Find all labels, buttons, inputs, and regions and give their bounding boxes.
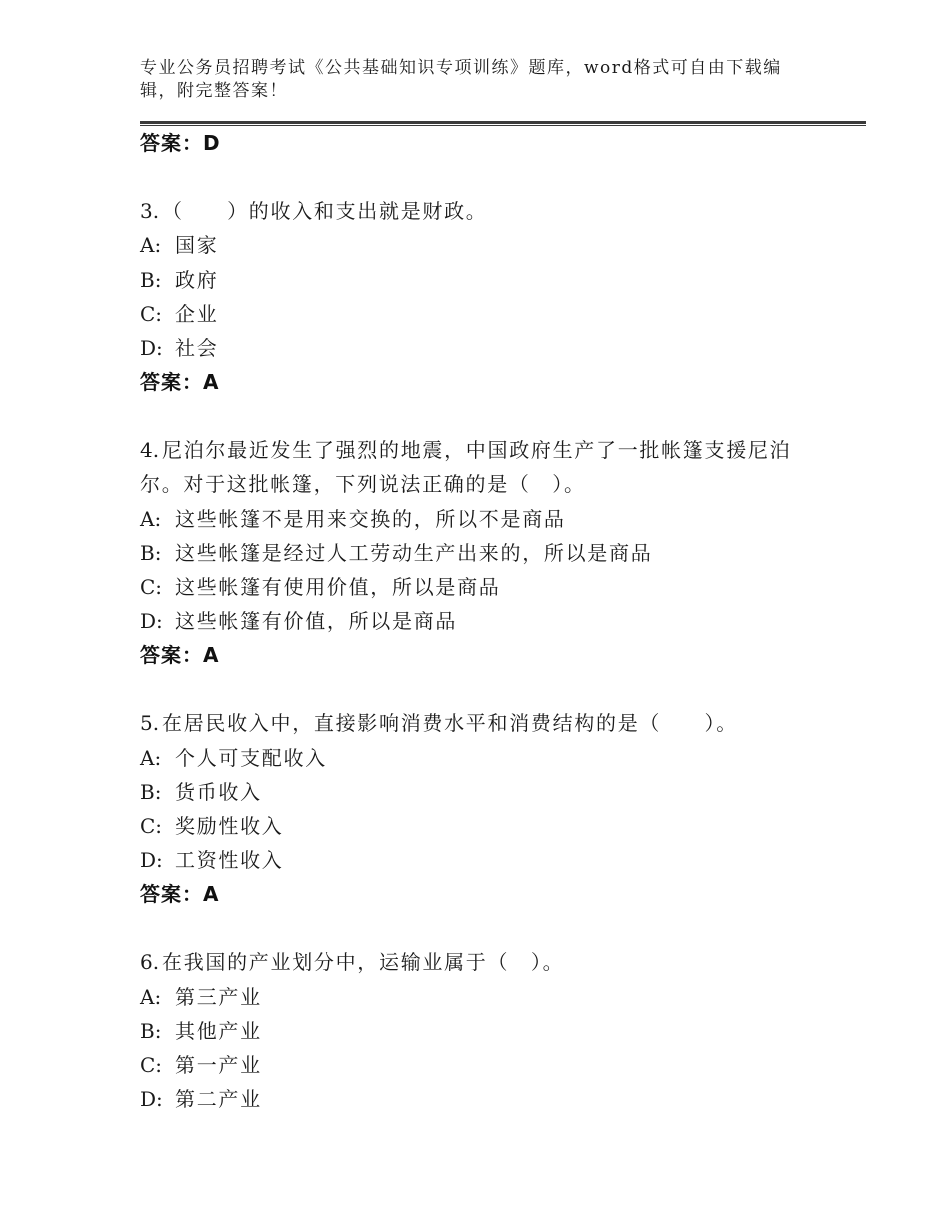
option-key: D: <box>140 847 163 872</box>
question-stem-text: 在居民收入中，直接影响消费水平和消费结构的是（ ）。 <box>162 711 738 736</box>
option-key: A: <box>140 984 162 1009</box>
option-key: C: <box>140 813 163 838</box>
answer-label: 答案： <box>140 882 203 907</box>
question-stem-continuation <box>140 467 791 501</box>
option-key: B: <box>140 779 162 804</box>
question-stem <box>140 706 791 740</box>
option-c <box>140 809 791 843</box>
option-a <box>140 741 791 775</box>
option-text: 这些帐篷是经过人工劳动生产出来的，所以是商品 <box>175 540 653 565</box>
option-key: D: <box>140 1086 163 1111</box>
question-number: 6. <box>140 950 160 975</box>
option-text: 这些帐篷不是用来交换的，所以不是商品 <box>175 506 566 531</box>
option-text: 政府 <box>175 267 219 292</box>
option-d <box>140 331 791 365</box>
option-d <box>140 604 791 638</box>
option-c <box>140 570 791 604</box>
option-key: A: <box>140 233 162 258</box>
header-line: 辑，附完整答案！ <box>140 81 288 101</box>
option-text: 社会 <box>175 335 219 360</box>
option-key: D: <box>140 608 163 633</box>
option-a <box>140 502 791 536</box>
question-stem <box>140 433 791 467</box>
option-b <box>140 775 791 809</box>
option-text: 这些帐篷有价值，所以是商品 <box>175 608 458 633</box>
answer-value: D <box>203 131 221 155</box>
question-stem-text: 尼泊尔最近发生了强烈的地震，中国政府生产了一批帐篷支援尼泊 <box>162 438 792 463</box>
answer-line <box>140 365 791 399</box>
option-key: D: <box>140 335 163 360</box>
question-stem-text: （ ）的收入和支出就是财政。 <box>162 199 488 224</box>
page-header <box>140 57 782 103</box>
answer-label: 答案： <box>140 131 203 155</box>
option-key: B: <box>140 267 162 292</box>
option-key: C: <box>140 1052 163 1077</box>
option-key: C: <box>140 574 163 599</box>
question-number: 3. <box>140 199 160 224</box>
answer-value: A <box>203 369 220 394</box>
option-key: A: <box>140 506 162 531</box>
question-block <box>140 706 791 911</box>
option-text: 工资性收入 <box>175 847 284 872</box>
option-text: 这些帐篷有使用价值，所以是商品 <box>175 574 501 599</box>
option-text: 第一产业 <box>175 1052 262 1077</box>
option-key: B: <box>140 540 162 565</box>
question-block <box>140 194 791 399</box>
option-key: B: <box>140 1018 162 1043</box>
option-b <box>140 1014 791 1048</box>
header-line: 专业公务员招聘考试《公共基础知识专项训练》题库，word格式可自由下载编 <box>140 58 782 78</box>
answer-label: 答案： <box>140 643 203 668</box>
answer-line <box>140 877 791 911</box>
option-text: 个人可支配收入 <box>175 745 327 770</box>
answer-label: 答案： <box>140 369 203 394</box>
option-text: 其他产业 <box>175 1018 262 1043</box>
option-text: 奖励性收入 <box>175 813 284 838</box>
option-text: 第三产业 <box>175 984 262 1009</box>
option-a <box>140 228 791 262</box>
option-b <box>140 536 791 570</box>
answer-value: A <box>203 882 220 907</box>
option-c <box>140 1048 791 1082</box>
option-d <box>140 843 791 877</box>
option-key: A: <box>140 745 162 770</box>
question-number: 5. <box>140 711 160 736</box>
option-b <box>140 263 791 297</box>
question-stem <box>140 945 791 979</box>
option-key: C: <box>140 301 163 326</box>
option-text: 第二产业 <box>175 1086 262 1111</box>
answer-line <box>140 126 791 160</box>
question-stem <box>140 194 791 228</box>
answer-line <box>140 638 791 672</box>
option-text: 企业 <box>175 301 219 326</box>
answer-value: A <box>203 643 220 668</box>
question-block <box>140 945 791 1116</box>
header-rule-thick <box>140 121 866 124</box>
option-text: 货币收入 <box>175 779 262 804</box>
option-text: 国家 <box>175 233 219 258</box>
question-stem-text: 尔。对于这批帐篷，下列说法正确的是（ ）。 <box>140 472 586 497</box>
option-d <box>140 1082 791 1116</box>
question-block <box>140 433 791 672</box>
question-stem-text: 在我国的产业划分中，运输业属于（ ）。 <box>162 950 565 975</box>
document-body <box>140 126 791 1116</box>
option-c <box>140 297 791 331</box>
question-number: 4. <box>140 438 160 463</box>
option-a <box>140 980 791 1014</box>
